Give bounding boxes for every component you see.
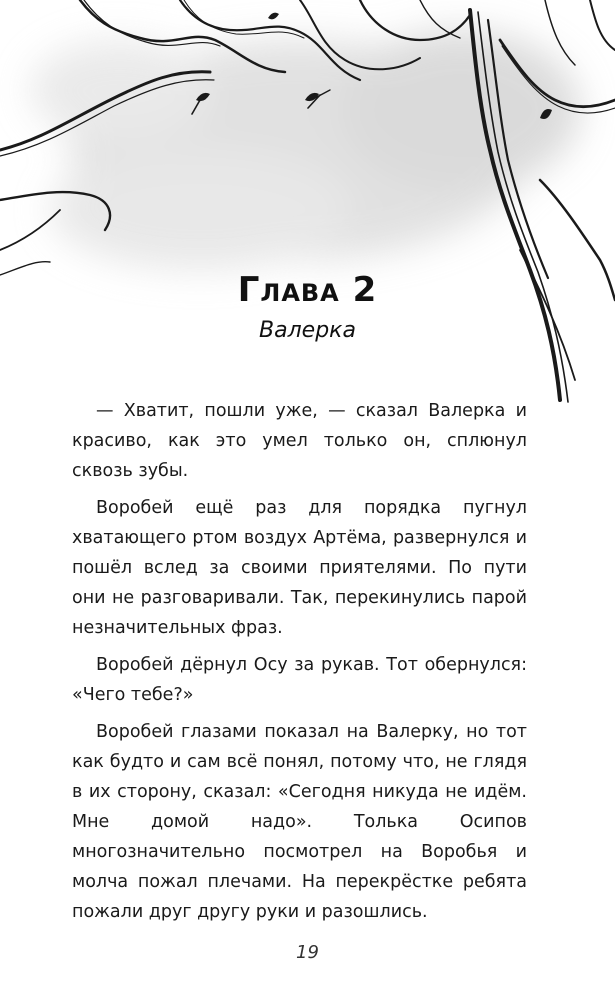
page-number: 19: [296, 942, 319, 963]
chapter-heading: Глава 2: [237, 270, 378, 310]
paragraph: Воробей дёрнул Осу за рукав. Тот обернулся: «Чего тебе?»: [72, 655, 527, 705]
body-text: [72, 396, 527, 934]
tree-branches-illustration: [0, 0, 615, 440]
paragraph: Воробей глазами показал на Валерку, но тот как будто и сам всё понял, потому что, не глядя в их сторону, сказал: «Сегодня никуда не идём. Мне домой надо». Толька Осипов многозначительно посмотрел на Воробья и молча пожал плечами. На перекрёстке ребята пожали друг другу руки и разошлись.: [72, 722, 527, 922]
paragraph: Воробей ещё раз для порядка пугнул хватающего ртом воздух Артёма, развернулся и пошёл вслед за своими приятелями. По пути они не разговаривали. Так, перекинулись парой незначительных фраз.: [72, 498, 527, 638]
paragraph: — Хватит, пошли уже, — сказал Валерка и красиво, как это умел только он, сплюнул сквозь зубы.: [72, 401, 527, 481]
chapter-subtitle: Валерка: [259, 318, 356, 343]
